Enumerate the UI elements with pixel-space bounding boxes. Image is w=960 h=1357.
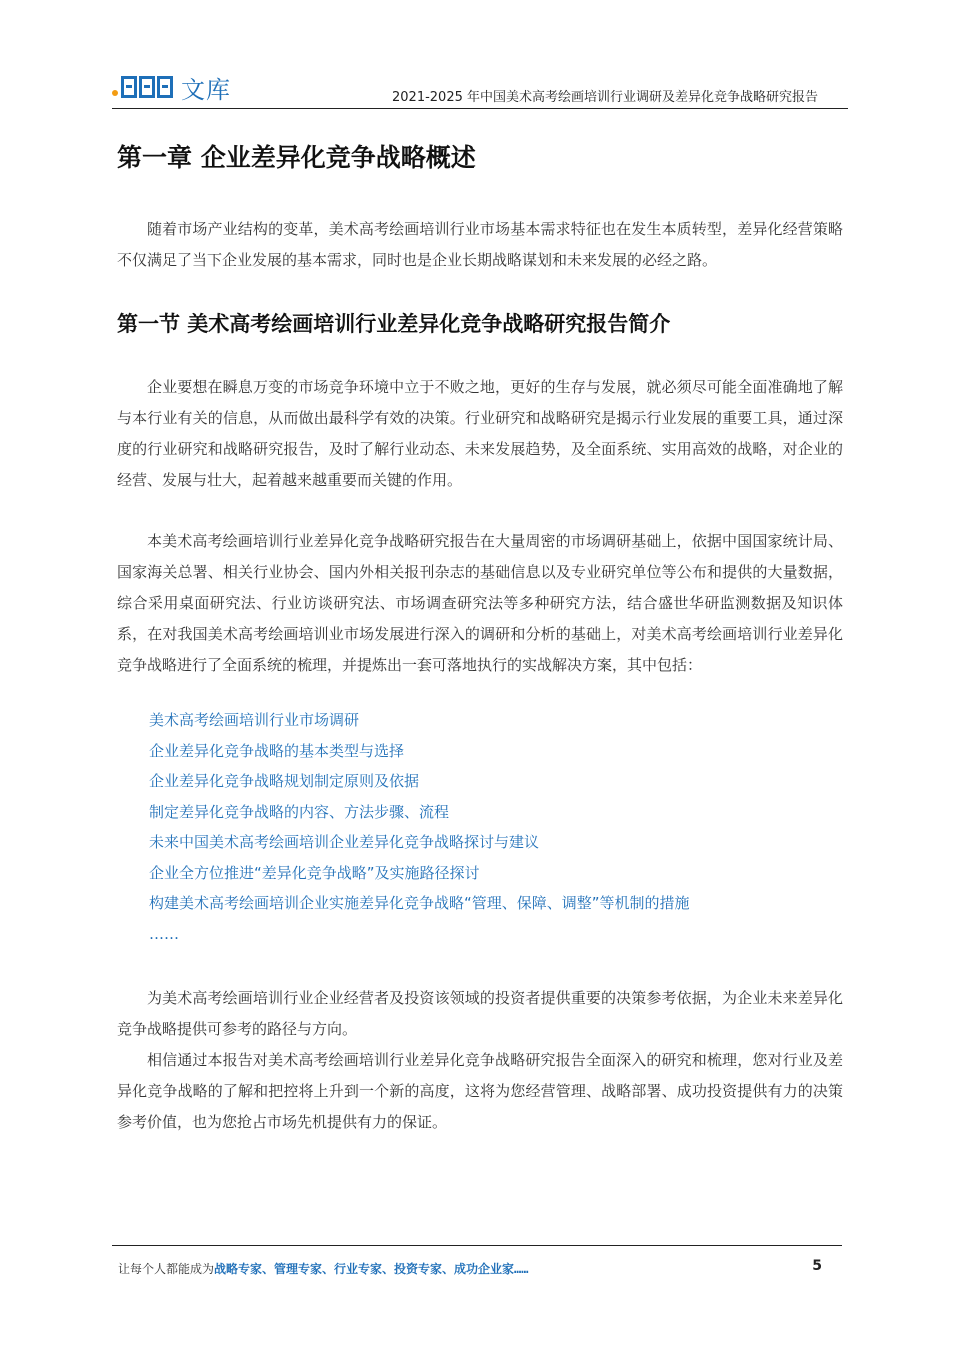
closing-paragraph: 为美术高考绘画培训行业企业经营者及投资该领域的投资者提供重要的决策参考依据，为企业未来差异化竞争战略提供可参考的路径与方向。 [117,989,843,1038]
header-title: 2021-2025 年中国美术高考绘画培训行业调研及差异化竞争战略研究报告 [392,90,818,105]
footer-slogan: 让每个人都能成为 [118,1262,215,1276]
toc-link[interactable]: 未来中国美术高考绘画培训企业差异化竞争战略探讨与建议 [149,833,540,851]
paragraph: 企业要想在瞬息万变的市场竞争环境中立于不败之地，更好的生存与发展，就必须尽可能全面准确地了解与本行业有关的信息，从而做出最科学有效的决策。行业研究和战略研究是揭示行业发展的重要工具，通过深度的行业研究和战略研究报告，及时了解行业动态、未来发展趋势，及全面系统、实用高效的战略，对企业的经营、发展与壮大，起着越来越重要而关键的作用。 [117,378,843,489]
page-footer [118,1260,822,1277]
chapter-title: 第一章 企业差异化竞争战略概述 [117,143,476,172]
toc-link-list [149,705,843,949]
toc-link[interactable]: 制定差异化竞争战略的内容、方法步骤、流程 [149,802,450,821]
logo [112,70,231,104]
logo-text: 文库 [181,75,231,104]
footer-divider [112,1245,842,1246]
footer-slogan-highlight: 战略专家、管理专家、行业专家、投资专家、成功企业家…… [214,1262,529,1276]
header-divider [112,108,848,109]
toc-link[interactable]: 企业全方位推进“差异化竞争战略”及实施路径探讨 [149,863,480,882]
closing-paragraph: 相信通过本报告对美术高考绘画培训行业差异化竞争战略研究报告全面深入的研究和梳理，您对行业及差异化竞争战略的了解和把控将上升到一个新的高度，这将为您经营管理、战略部署、成功投资提供有力的决策参考价值，也为您抢占市场先机提供有力的保证。 [117,1051,843,1131]
toc-link[interactable]: 构建美术高考绘画培训企业实施差异化竞争战略“管理、保障、调整”等机制的措施 [149,894,690,912]
page-content [117,130,843,1138]
page-number: 5 [812,1258,822,1274]
paragraph: 本美术高考绘画培训行业差异化竞争战略研究报告在大量周密的市场调研基础上，依据中国国家统计局、国家海关总署、相关行业协会、国内外相关报刊杂志的基础信息以及专业研究单位等公布和提供的大量数据，综合采用桌面研究法、行业访谈研究法、市场调查研究法等多种研究方法，结合盛世华研监测数据及知识体系，在对我国美术高考绘画培训业市场发展进行深入的调研和分析的基础上，对美术高考绘画培训行业差异化竞争战略进行了全面系统的梳理，并提炼出一套可落地执行的实战解决方案，其中包括： [117,532,843,674]
logo-mark-icon [112,76,175,98]
section-title: 第一节 美术高考绘画培训行业差异化竞争战略研究报告简介 [117,312,671,336]
toc-ellipsis: …… [149,924,179,943]
toc-link[interactable]: 企业差异化竞争战略的基本类型与选择 [149,741,405,760]
toc-link[interactable]: 美术高考绘画培训行业市场调研 [149,711,360,729]
page-header [112,60,848,110]
toc-link[interactable]: 企业差异化竞争战略规划制定原则及依据 [149,772,420,790]
chapter-intro: 随着市场产业结构的变革，美术高考绘画培训行业市场基本需求特征也在发生本质转型，差异化经营策略不仅满足了当下企业发展的基本需求，同时也是企业长期战略谋划和未来发展的必经之路。 [117,220,843,269]
